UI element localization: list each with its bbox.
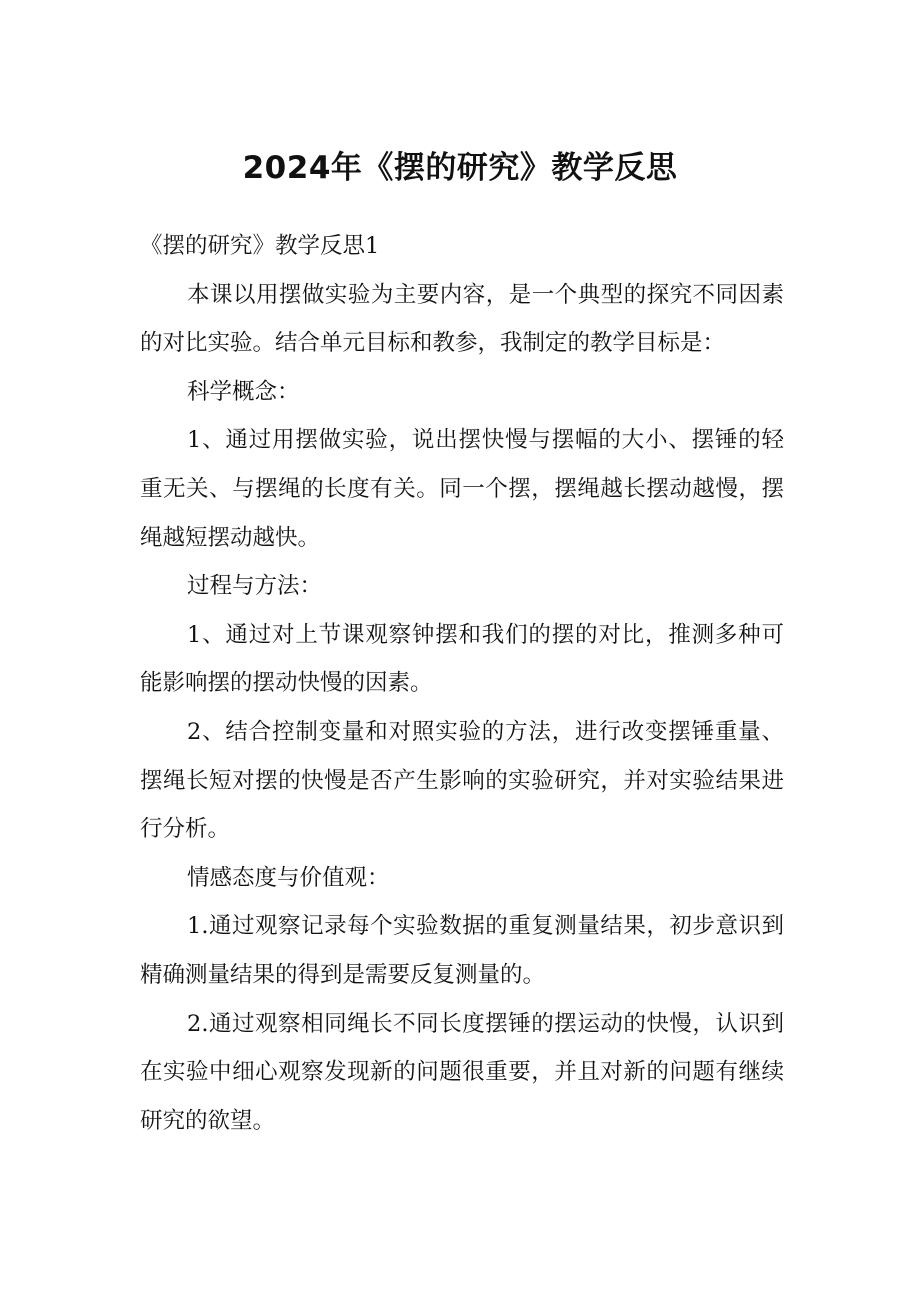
heading-science-concept: 科学概念：	[187, 378, 300, 405]
paragraph-intro: 本课以用摆做实验为主要内容，是一个典型的探究不同因素的对比实验。结合单元目标和教参，我制定的教学目标是：	[140, 281, 784, 357]
paragraph-concept-1: 1、通过用摆做实验，说出摆快慢与摆幅的大小、摆锤的轻重无关、与摆绳的长度有关。同一个摆，摆绳越长摆动越慢，摆绳越短摆动越快。	[140, 427, 784, 551]
document-body	[140, 222, 784, 1145]
paragraph-process-1: 1、通过对上节课观察钟摆和我们的摆的对比，推测多种可能影响摆的摆动快慢的因素。	[140, 621, 784, 697]
paragraph-attitude-1: 1.通过观察记录每个实验数据的重复测量结果，初步意识到精确测量结果的得到是需要反复测量的。	[140, 913, 784, 988]
section-subtitle: 《摆的研究》教学反思1	[140, 233, 380, 259]
paragraph-attitude-2: 2.通过观察相同绳长不同长度摆锤的摆运动的快慢，认识到在实验中细心观察发现新的问题很重要，并且对新的问题有继续研究的欲望。	[140, 1010, 784, 1134]
document-title: 2024年《摆的研究》教学反思	[242, 150, 678, 186]
heading-process-method: 过程与方法：	[187, 573, 323, 600]
paragraph-process-2: 2、结合控制变量和对照实验的方法，进行改变摆锤重量、摆绳长短对摆的快慢是否产生影响的实验研究，并对实验结果进行分析。	[140, 718, 784, 843]
heading-attitude-values: 情感态度与价值观：	[187, 864, 390, 891]
